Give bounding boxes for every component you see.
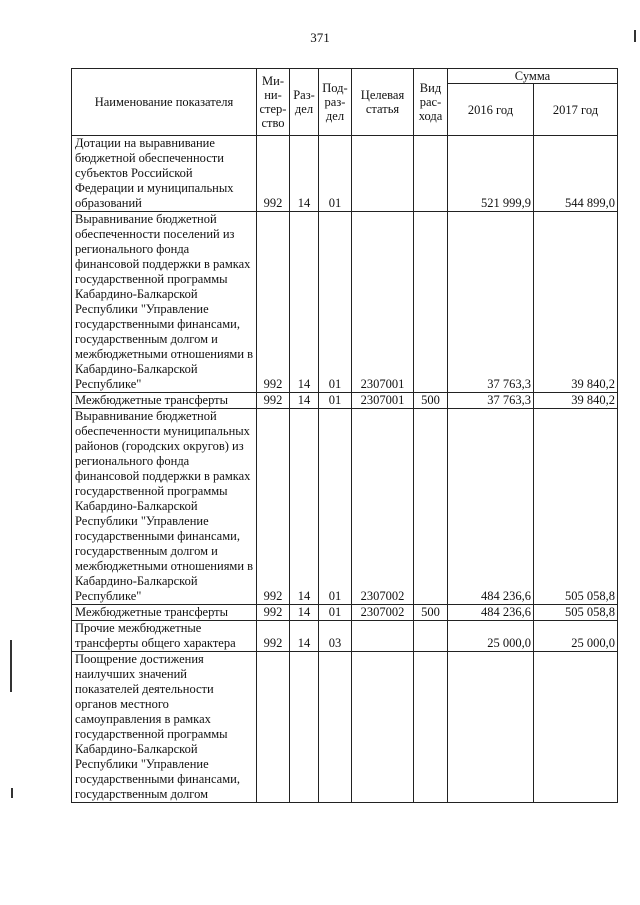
row-expense-type: 500	[414, 605, 448, 621]
scan-mark-left	[10, 640, 12, 692]
row-name: Межбюджетные трансферты	[72, 605, 257, 621]
row-sum-2017: 505 058,8	[534, 605, 618, 621]
row-subsection	[319, 652, 352, 803]
page-number: 371	[310, 30, 330, 45]
row-ministry: 992	[257, 393, 290, 409]
row-sum-2016: 521 999,9	[448, 136, 534, 212]
row-sum-2016: 484 236,6	[448, 605, 534, 621]
header-expense-type: Вид рас- хода	[414, 69, 448, 136]
row-sum-2016: 25 000,0	[448, 621, 534, 652]
row-ministry: 992	[257, 621, 290, 652]
row-name: Межбюджетные трансферты	[72, 393, 257, 409]
row-section: 14	[290, 212, 319, 393]
row-ministry: 992	[257, 409, 290, 605]
row-sum-2016	[448, 652, 534, 803]
header-target: Целевая статья	[352, 69, 414, 136]
row-sum-2016: 37 763,3	[448, 393, 534, 409]
scan-mark-dot	[11, 788, 13, 798]
table-row	[72, 136, 618, 212]
row-sum-2017: 39 840,2	[534, 212, 618, 393]
table-row	[72, 409, 618, 605]
row-target: 2307002	[352, 605, 414, 621]
row-subsection: 01	[319, 212, 352, 393]
row-ministry: 992	[257, 136, 290, 212]
row-target: 2307001	[352, 212, 414, 393]
row-sum-2016: 37 763,3	[448, 212, 534, 393]
row-expense-type	[414, 652, 448, 803]
row-sum-2017	[534, 652, 618, 803]
row-name: Прочие межбюджетные трансферты общего характера	[72, 621, 257, 652]
row-target: 2307002	[352, 409, 414, 605]
scan-mark-right	[634, 30, 636, 42]
row-target	[352, 136, 414, 212]
row-sum-2017: 39 840,2	[534, 393, 618, 409]
budget-table	[71, 68, 618, 803]
row-section: 14	[290, 136, 319, 212]
row-subsection: 01	[319, 409, 352, 605]
row-ministry: 992	[257, 605, 290, 621]
header-year-2017: 2017 год	[534, 84, 618, 136]
row-expense-type	[414, 409, 448, 605]
row-section	[290, 652, 319, 803]
header-sum: Сумма	[448, 69, 618, 84]
row-sum-2017: 25 000,0	[534, 621, 618, 652]
header-year-2016: 2016 год	[448, 84, 534, 136]
row-expense-type	[414, 212, 448, 393]
header-subsection: Под- раз- дел	[319, 69, 352, 136]
row-target	[352, 621, 414, 652]
row-sum-2017: 544 899,0	[534, 136, 618, 212]
row-subsection: 01	[319, 393, 352, 409]
row-section: 14	[290, 621, 319, 652]
header-ministry: Ми- ни- стер- ство	[257, 69, 290, 136]
row-expense-type	[414, 136, 448, 212]
row-subsection: 01	[319, 136, 352, 212]
row-section: 14	[290, 393, 319, 409]
row-subsection: 03	[319, 621, 352, 652]
row-section: 14	[290, 409, 319, 605]
table-row	[72, 621, 618, 652]
row-name: Выравнивание бюджетной обеспеченности поселений из регионального фонда финансовой поддержки в рамках государственной программы Кабардино-Балкарской Республики "Управление государственными финансами, государственным долгом и межбюджетными отношениями в Кабардино-Балкарской Республике"	[72, 212, 257, 393]
row-sum-2016: 484 236,6	[448, 409, 534, 605]
table-row	[72, 212, 618, 393]
row-expense-type: 500	[414, 393, 448, 409]
table-row	[72, 652, 618, 803]
header-name: Наименование показателя	[72, 69, 257, 136]
header-section: Раз- дел	[290, 69, 319, 136]
row-target	[352, 652, 414, 803]
row-ministry: 992	[257, 212, 290, 393]
row-section: 14	[290, 605, 319, 621]
table-row	[72, 393, 618, 409]
row-sum-2017: 505 058,8	[534, 409, 618, 605]
table-row	[72, 605, 618, 621]
row-name: Выравнивание бюджетной обеспеченности муниципальных районов (городских округов) из регионального фонда финансовой поддержки в рамках государственной программы Кабардино-Балкарской Республики "Управление государственными финансами, государственным долгом и межбюджетными отношениями в Кабардино-Балкарской Республике"	[72, 409, 257, 605]
row-ministry	[257, 652, 290, 803]
row-name: Дотации на выравнивание бюджетной обеспеченности субъектов Российской Федерации и муниципальных образований	[72, 136, 257, 212]
row-subsection: 01	[319, 605, 352, 621]
row-target: 2307001	[352, 393, 414, 409]
row-expense-type	[414, 621, 448, 652]
row-name: Поощрение достижения наилучших значений показателей деятельности органов местного самоуправления в рамках государственной программы Кабардино-Балкарской Республики "Управление государственными финансами, государственным долгом	[72, 652, 257, 803]
